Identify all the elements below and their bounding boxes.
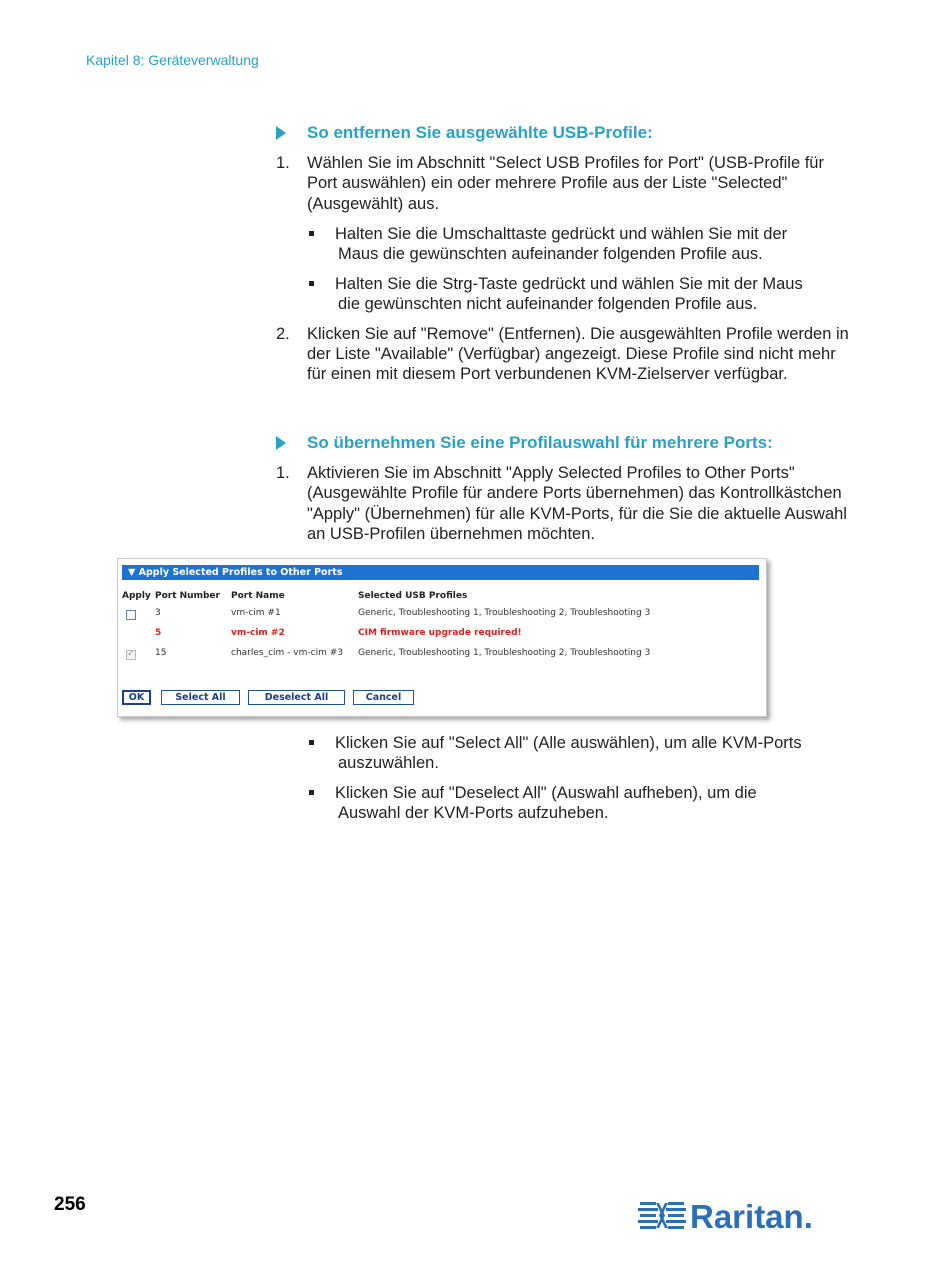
bullet-item: [276, 274, 856, 314]
raritan-logo-icon: [638, 1193, 843, 1237]
bullet-item: [276, 733, 856, 773]
cancel-button[interactable]: Cancel: [353, 690, 414, 705]
firmware-warning: CIM firmware upgrade required!: [358, 628, 522, 638]
bullet-line: die gewünschten nicht aufeinander folgenden Profile aus.: [338, 294, 758, 313]
column-header-profiles: Selected USB Profiles: [358, 591, 468, 601]
triangle-bullet-icon: [276, 436, 286, 450]
step-item: [276, 324, 856, 385]
section-remove-profiles: [276, 122, 856, 385]
column-header-port-number: Port Number: [155, 591, 220, 601]
step-text: Wählen Sie im Abschnitt "Select USB Profiles for Port" (USB-Profile für Port auswählen) ein oder mehrere Profile aus der Liste "Selected" (Ausgewählt) aus.: [307, 154, 824, 213]
bullet-line: Auswahl der KVM-Ports aufzuheben.: [338, 804, 609, 822]
section-heading: [276, 432, 856, 454]
bullet-item: [276, 224, 856, 264]
step-item: [276, 463, 856, 544]
bullet-line: auszuwählen.: [338, 754, 439, 772]
bullet-line: Halten Sie die Umschalttaste gedrückt und wählen Sie mit der: [335, 224, 788, 243]
ok-button[interactable]: OK: [122, 690, 151, 705]
step-number: 1.: [276, 464, 290, 482]
triangle-bullet-icon: [276, 126, 286, 140]
chapter-header: Kapitel 8: Geräteverwaltung: [86, 52, 259, 68]
step-text: Aktivieren Sie im Abschnitt "Apply Selected Profiles to Other Ports" (Ausgewählte Profile für andere Ports übernehmen) das Kontrollkästchen "Apply" (Übernehmen) für alle KVM-Ports, für die Sie die aktuelle Auswahl an USB-Profilen übernehmen möchten.: [307, 464, 847, 543]
select-all-button[interactable]: Select All: [161, 690, 240, 705]
apply-checkbox[interactable]: [126, 610, 136, 620]
square-bullet-icon: [309, 281, 314, 286]
apply-checkbox-disabled: [126, 650, 136, 660]
port-name: vm-cim #2: [231, 628, 285, 638]
port-name: charles_cim - vm-cim #3: [231, 648, 343, 658]
column-header-port-name: Port Name: [231, 591, 285, 601]
deselect-all-button[interactable]: Deselect All: [248, 690, 345, 705]
square-bullet-icon: [309, 740, 314, 745]
logo-text: Raritan.: [690, 1198, 813, 1235]
section-apply-bullets: [276, 723, 856, 823]
apply-profiles-screenshot: [117, 558, 767, 717]
bullet-line: Maus die gewünschten aufeinander folgenden Profile aus.: [338, 244, 763, 263]
port-profiles: Generic, Troubleshooting 1, Troubleshooting 2, Troubleshooting 3: [358, 608, 651, 618]
bullet-item: [276, 783, 856, 823]
square-bullet-icon: [309, 231, 314, 236]
bullet-line: Halten Sie die Strg-Taste gedrückt und wählen Sie mit der Maus: [335, 274, 803, 293]
bullet-line: Klicken Sie auf "Select All" (Alle auswählen), um alle KVM-Ports: [335, 734, 802, 752]
port-number: 5: [155, 628, 162, 638]
section-apply-profiles: [276, 432, 856, 544]
bullet-line: Klicken Sie auf "Deselect All" (Auswahl aufheben), um die: [335, 784, 757, 802]
port-name: vm-cim #1: [231, 608, 281, 618]
panel-title-bar[interactable]: ▼ Apply Selected Profiles to Other Ports: [122, 565, 759, 580]
port-profiles: Generic, Troubleshooting 1, Troubleshooting 2, Troubleshooting 3: [358, 648, 651, 658]
step-number: 1.: [276, 154, 290, 172]
section-heading: [276, 122, 856, 144]
column-header-apply: Apply: [122, 591, 151, 601]
step-item: [276, 153, 856, 214]
port-number: 15: [155, 648, 167, 658]
step-number: 2.: [276, 324, 290, 343]
step-text: Klicken Sie auf "Remove" (Entfernen). Die ausgewählten Profile werden in der Liste "Available" (Verfügbar) angezeigt. Diese Profile sind nicht mehr für einen mit diesem Port verbundenen KVM-Zielserver verfügbar.: [307, 324, 849, 384]
page-number: 256: [54, 1194, 86, 1215]
heading-text: So entfernen Sie ausgewählte USB-Profile:: [307, 123, 653, 142]
square-bullet-icon: [309, 790, 314, 795]
port-number: 3: [155, 608, 161, 618]
heading-text: So übernehmen Sie eine Profilauswahl für mehrere Ports:: [307, 433, 773, 452]
